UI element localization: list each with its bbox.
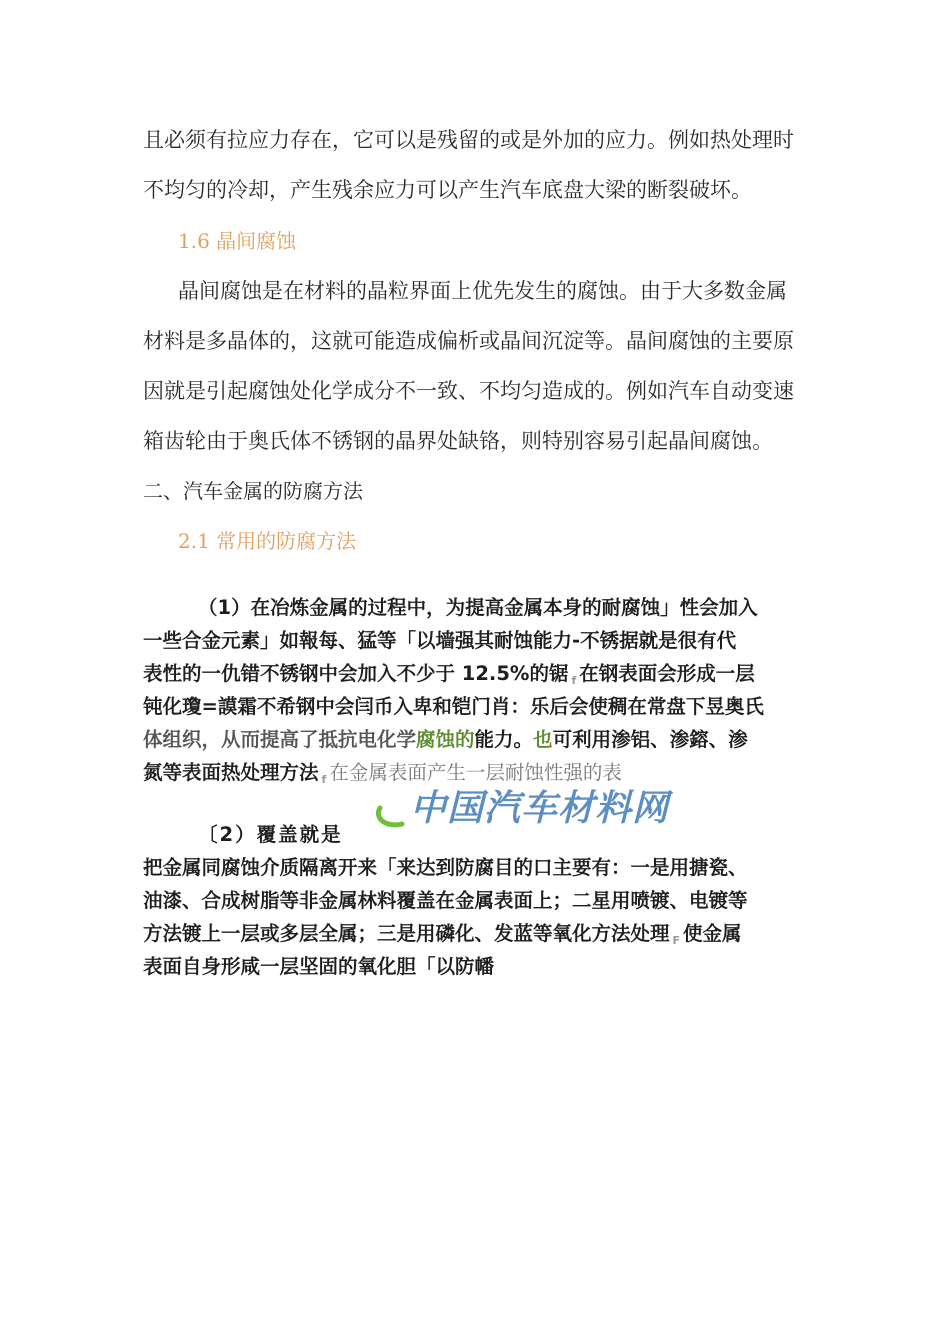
block2-line: 油漆、合成树脂等非金属林料覆盖在金属表面上；二星用喷镀、电镀等	[143, 889, 748, 912]
paragraph-line: 且必须有拉应力存在，它可以是残留的或是外加的应力。例如热处理时	[143, 128, 794, 152]
block1-line: 钝化瓊=謨霜不希钢中会闫币入卑和铠门肖：乐后会使稠在常盘下昱奥氏	[143, 695, 764, 718]
text-run-green: 腐蚀的	[416, 728, 475, 751]
paragraph-line: 不均匀的冷却，产生残余应力可以产生汽车底盘大梁的断裂破坏。	[143, 178, 752, 202]
paragraph-line: 晶间腐蚀是在材料的晶粒界面上优先发生的腐蚀。由于大多数金属	[178, 279, 787, 303]
text-run: 在钢表面会形成一层	[579, 662, 755, 685]
block2-line	[143, 919, 742, 956]
stray-mark: F	[672, 934, 681, 947]
block1-line: （1）在冶炼金属的过程中，为提高金属本身的耐腐蚀」性会加入	[198, 596, 758, 619]
heading-2-1: 2.1 常用的防腐方法	[178, 529, 357, 553]
section-heading-2: 二、汽车金属的防腐方法	[143, 479, 363, 503]
text-run-green: 也	[533, 728, 553, 751]
block2-line: 〔2）覆盖就是	[198, 823, 343, 846]
text-run: 可利用渗铝、渗鎔、渗	[552, 728, 748, 751]
watermark-logo: 中国汽车材料网	[410, 788, 670, 829]
text-run: 方法镀上一层或多层全属；三是用磷化、发蓝等氧化方法处理	[143, 922, 670, 945]
paragraph-line: 箱齿轮由于奥氏体不锈钢的晶界处缺铬，则特别容易引起晶间腐蚀。	[143, 429, 773, 453]
block2-line: 把金属同腐蚀介质隔离开来「来达到防腐目的口主要有：一是用搪瓷、	[143, 856, 748, 879]
heading-1-6: 1.6 晶间腐蚀	[178, 229, 297, 253]
paragraph-line: 因就是引起腐蚀处化学成分不一致、不均匀造成的。例如汽车自动变速	[143, 379, 794, 403]
text-run: 体组织，从而提高了抵抗电化学	[143, 728, 417, 751]
paragraph-line: 材料是多晶体的，这就可能造成偏析或晶间沉淀等。晶间腐蚀的主要原	[143, 329, 794, 353]
text-run: 使金属	[683, 922, 742, 945]
block1-line	[143, 725, 748, 755]
block2-line: 表面自身形咸一层坚固的氧化胆「以防幡	[143, 955, 495, 978]
block1-line	[143, 659, 755, 696]
block1-line: 一些合金元素」如報每、猛等「以墙强其耐蚀能力-不锈据就是很有代	[143, 629, 737, 652]
text-run: 能力。	[474, 728, 534, 751]
text-run-faded: 在金属表面产生一层耐蚀性强的表	[329, 761, 622, 784]
text-run: 氮等表面热处理方法	[143, 761, 319, 784]
text-run: 表性的一仇错不锈钢中会加入不少于 12.5%的锯	[143, 662, 569, 685]
stray-mark: f	[571, 674, 577, 687]
stray-mark: f	[321, 773, 327, 786]
